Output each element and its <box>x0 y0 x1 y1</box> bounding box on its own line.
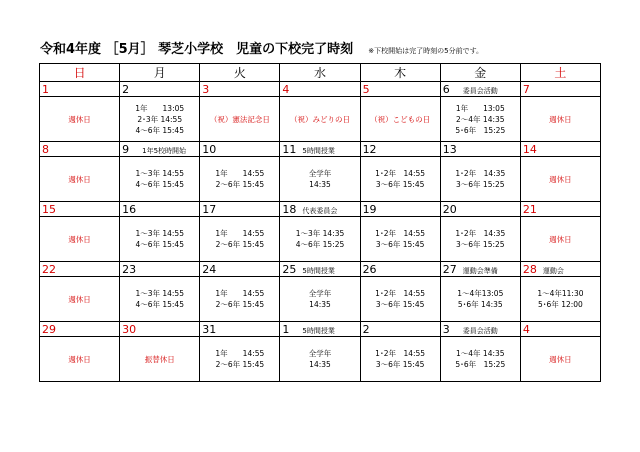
dismissal-time-cell: 1･2年 14:35 3～6年 15:25 <box>440 217 520 262</box>
event-label: 委員会活動 <box>462 326 498 335</box>
event-label: 5時間授業 <box>302 326 335 335</box>
date-cell <box>440 202 520 217</box>
date-number: 31 <box>202 322 217 336</box>
date-number: 12 <box>362 142 377 156</box>
time-row <box>40 157 601 202</box>
date-number: 14 <box>522 142 537 156</box>
date-number: 22 <box>42 262 56 276</box>
date-number: 16 <box>122 202 137 216</box>
dismissal-time-cell: 1･2年 14:55 3～6年 15:45 <box>360 217 440 262</box>
dismissal-time-cell: 週休日 <box>520 217 600 262</box>
date-cell <box>200 262 280 277</box>
title-note: ※下校開始は完了時刻の5分前です。 <box>368 47 484 55</box>
date-number: 26 <box>362 262 377 276</box>
date-cell <box>360 82 440 97</box>
event-label: 運動会準備 <box>462 266 498 275</box>
date-cell <box>520 262 600 277</box>
time-row <box>40 277 601 322</box>
dismissal-time-cell: 1年 14:55 2～6年 15:45 <box>200 217 280 262</box>
date-number: 4 <box>282 82 290 96</box>
dismissal-time-cell: 週休日 <box>40 277 120 322</box>
calendar-table <box>39 63 601 382</box>
date-cell <box>520 322 600 337</box>
dismissal-time-cell: 振替休日 <box>120 337 200 382</box>
date-number: 1 <box>282 322 290 336</box>
event-label: 代表委員会 <box>302 206 338 215</box>
date-cell <box>40 262 120 277</box>
date-row <box>40 262 601 277</box>
date-cell <box>120 202 200 217</box>
date-number: 23 <box>122 262 137 276</box>
date-cell <box>360 322 440 337</box>
event-label: 5時間授業 <box>302 266 335 275</box>
weekday-mon: 月 <box>120 64 200 82</box>
date-number: 20 <box>442 202 457 216</box>
weekday-wed: 水 <box>280 64 360 82</box>
date-row <box>40 202 601 217</box>
date-cell <box>360 142 440 157</box>
date-cell <box>280 262 360 277</box>
dismissal-time-cell: 1～3年 14:55 4～6年 15:45 <box>120 157 200 202</box>
date-number: 19 <box>362 202 377 216</box>
dismissal-time-cell: 全学年 14:35 <box>280 337 360 382</box>
dismissal-time-cell: 1～4年11:30 5･6年 12:00 <box>520 277 600 322</box>
date-cell <box>40 202 120 217</box>
dismissal-time-cell: 1～4年13:05 5･6年 14:35 <box>440 277 520 322</box>
date-cell <box>40 142 120 157</box>
date-cell <box>440 142 520 157</box>
date-number: 5 <box>362 82 370 96</box>
date-number: 15 <box>42 202 56 216</box>
date-row <box>40 142 601 157</box>
date-cell <box>280 142 360 157</box>
date-cell <box>40 82 120 97</box>
dismissal-time-cell: 全学年 14:35 <box>280 277 360 322</box>
date-number: 10 <box>202 142 217 156</box>
dismissal-time-cell: 1～3年 14:55 4～6年 15:45 <box>120 217 200 262</box>
date-cell <box>520 202 600 217</box>
event-label: 委員会活動 <box>462 86 498 95</box>
date-number: 18 <box>282 202 297 216</box>
date-number: 24 <box>202 262 217 276</box>
date-row <box>40 322 601 337</box>
date-cell <box>200 202 280 217</box>
date-cell <box>280 322 360 337</box>
date-cell <box>200 82 280 97</box>
dismissal-time-cell: 1年 13:05 2～4年 14:35 5･6年 15:25 <box>440 97 520 142</box>
date-number: 3 <box>202 82 210 96</box>
dismissal-time-cell: 1･2年 14:35 3～6年 15:25 <box>440 157 520 202</box>
dismissal-time-cell: 1～4年 14:35 5･6年 15:25 <box>440 337 520 382</box>
date-number: 7 <box>522 82 530 96</box>
page-title: 令和4年度 ［5月］ 琴芝小学校 児童の下校完了時刻 <box>40 42 354 57</box>
date-cell <box>360 202 440 217</box>
dismissal-time-cell: 週休日 <box>520 157 600 202</box>
date-cell <box>40 322 120 337</box>
event-label: 5時間授業 <box>302 146 335 155</box>
date-number: 6 <box>442 82 450 96</box>
dismissal-time-cell: 週休日 <box>40 337 120 382</box>
dismissal-time-cell: 週休日 <box>520 97 600 142</box>
date-number: 2 <box>362 322 370 336</box>
date-cell <box>440 322 520 337</box>
date-cell <box>360 262 440 277</box>
date-cell <box>440 82 520 97</box>
dismissal-time-cell: 1年 14:55 2～6年 15:45 <box>200 277 280 322</box>
weekday-fri: 金 <box>440 64 520 82</box>
dismissal-time-cell: 週休日 <box>520 337 600 382</box>
date-number: 11 <box>282 142 297 156</box>
dismissal-time-cell: 週休日 <box>40 157 120 202</box>
weekday-thu: 木 <box>360 64 440 82</box>
weekday-sun: 日 <box>40 64 120 82</box>
calendar-body <box>40 82 601 382</box>
event-label: 1年5校時開始 <box>142 146 187 155</box>
date-number: 2 <box>122 82 130 96</box>
dismissal-time-cell: 1年 14:55 2～6年 15:45 <box>200 337 280 382</box>
date-number: 8 <box>42 142 49 156</box>
date-cell <box>520 142 600 157</box>
event-label: 運動会 <box>542 266 564 275</box>
dismissal-time-cell: 週休日 <box>40 217 120 262</box>
dismissal-time-cell: 1～3年 14:55 4～6年 15:45 <box>120 277 200 322</box>
date-number: 29 <box>42 322 56 336</box>
time-row <box>40 97 601 142</box>
dismissal-time-cell: 1･2年 14:55 3～6年 15:45 <box>360 157 440 202</box>
time-row <box>40 337 601 382</box>
dismissal-time-cell: 1年 13:05 2･3年 14:55 4～6年 15:45 <box>120 97 200 142</box>
dismissal-time-cell: （祝）憲法記念日 <box>200 97 280 142</box>
date-number: 17 <box>202 202 217 216</box>
date-number: 13 <box>442 142 457 156</box>
date-number: 21 <box>522 202 537 216</box>
date-cell <box>120 322 200 337</box>
date-cell <box>120 142 200 157</box>
dismissal-time-cell: 週休日 <box>40 97 120 142</box>
weekday-tue: 火 <box>200 64 280 82</box>
date-cell <box>440 262 520 277</box>
date-number: 1 <box>42 82 49 96</box>
date-cell <box>200 322 280 337</box>
date-cell <box>120 82 200 97</box>
date-number: 27 <box>442 262 457 276</box>
date-number: 4 <box>522 322 530 336</box>
date-number: 30 <box>122 322 137 336</box>
date-number: 3 <box>442 322 450 336</box>
dismissal-time-cell: 1･2年 14:55 3～6年 15:45 <box>360 277 440 322</box>
date-row <box>40 82 601 97</box>
date-cell <box>200 142 280 157</box>
date-cell <box>280 202 360 217</box>
weekday-header-row <box>40 64 601 82</box>
weekday-sat: 土 <box>520 64 600 82</box>
date-number: 9 <box>122 142 130 156</box>
date-cell <box>520 82 600 97</box>
page-title-row <box>40 38 483 56</box>
date-number: 28 <box>522 262 537 276</box>
dismissal-time-cell: 全学年 14:35 <box>280 157 360 202</box>
dismissal-time-cell: 1･2年 14:55 3～6年 15:45 <box>360 337 440 382</box>
time-row <box>40 217 601 262</box>
date-cell <box>280 82 360 97</box>
date-cell <box>120 262 200 277</box>
date-number: 25 <box>282 262 297 276</box>
dismissal-time-cell: 1年 14:55 2～6年 15:45 <box>200 157 280 202</box>
dismissal-time-cell: 1～3年 14:35 4～6年 15:25 <box>280 217 360 262</box>
dismissal-time-cell: （祝）こどもの日 <box>360 97 440 142</box>
dismissal-time-cell: （祝）みどりの日 <box>280 97 360 142</box>
